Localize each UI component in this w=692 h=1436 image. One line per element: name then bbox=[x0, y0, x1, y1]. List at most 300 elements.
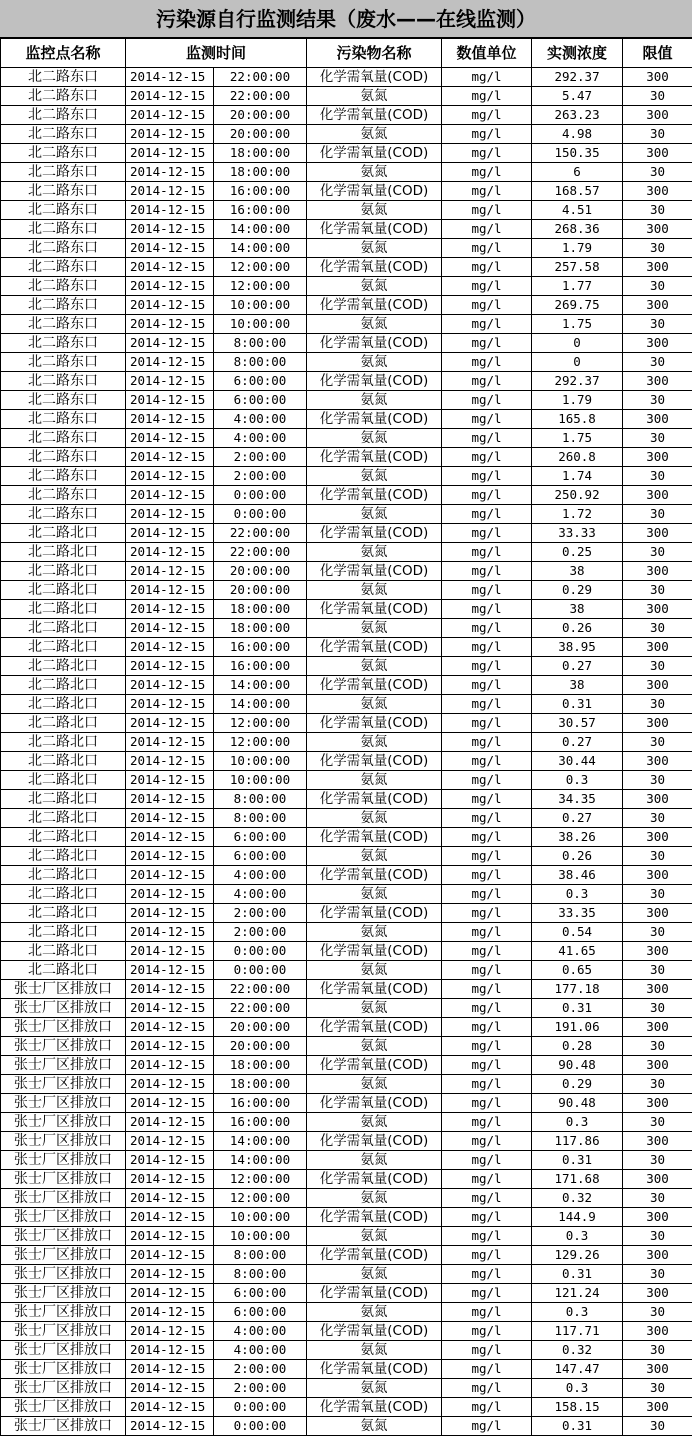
limit-cell: 300 bbox=[623, 1094, 692, 1113]
date-cell: 2014-12-15 bbox=[126, 714, 214, 733]
monitoring-point-cell: 北二路北口 bbox=[1, 714, 126, 733]
time-cell: 12:00:00 bbox=[214, 277, 307, 296]
date-cell: 2014-12-15 bbox=[126, 448, 214, 467]
pollutant-cell: 化学需氧量(COD) bbox=[307, 258, 442, 277]
table-row bbox=[1, 68, 692, 87]
date-cell: 2014-12-15 bbox=[126, 353, 214, 372]
unit-cell: mg/l bbox=[442, 562, 532, 581]
monitoring-point-cell: 北二路东口 bbox=[1, 429, 126, 448]
date-cell: 2014-12-15 bbox=[126, 163, 214, 182]
value-cell: 1.75 bbox=[532, 429, 623, 448]
table-row bbox=[1, 942, 692, 961]
monitoring-point-cell: 北二路北口 bbox=[1, 733, 126, 752]
header-value: 实测浓度 bbox=[532, 39, 623, 68]
pollutant-cell: 化学需氧量(COD) bbox=[307, 1208, 442, 1227]
date-cell: 2014-12-15 bbox=[126, 429, 214, 448]
value-cell: 0.27 bbox=[532, 657, 623, 676]
limit-cell: 30 bbox=[623, 1151, 692, 1170]
unit-cell: mg/l bbox=[442, 163, 532, 182]
limit-cell: 30 bbox=[623, 163, 692, 182]
monitoring-point-cell: 北二路北口 bbox=[1, 790, 126, 809]
limit-cell: 300 bbox=[623, 942, 692, 961]
pollutant-cell: 化学需氧量(COD) bbox=[307, 448, 442, 467]
monitoring-point-cell: 北二路东口 bbox=[1, 410, 126, 429]
limit-cell: 30 bbox=[623, 353, 692, 372]
limit-cell: 300 bbox=[623, 334, 692, 353]
monitoring-point-cell: 张士厂区排放口 bbox=[1, 1132, 126, 1151]
monitoring-point-cell: 北二路东口 bbox=[1, 353, 126, 372]
date-cell: 2014-12-15 bbox=[126, 1284, 214, 1303]
limit-cell: 30 bbox=[623, 1113, 692, 1132]
limit-cell: 300 bbox=[623, 1056, 692, 1075]
time-cell: 14:00:00 bbox=[214, 695, 307, 714]
table-row bbox=[1, 904, 692, 923]
limit-cell: 300 bbox=[623, 1246, 692, 1265]
monitoring-point-cell: 北二路北口 bbox=[1, 904, 126, 923]
unit-cell: mg/l bbox=[442, 524, 532, 543]
pollutant-cell: 氨氮 bbox=[307, 1037, 442, 1056]
unit-cell: mg/l bbox=[442, 391, 532, 410]
value-cell: 38 bbox=[532, 676, 623, 695]
value-cell: 38 bbox=[532, 562, 623, 581]
table-row bbox=[1, 391, 692, 410]
pollutant-cell: 化学需氧量(COD) bbox=[307, 600, 442, 619]
pollutant-cell: 化学需氧量(COD) bbox=[307, 182, 442, 201]
monitoring-point-cell: 张士厂区排放口 bbox=[1, 1151, 126, 1170]
time-cell: 12:00:00 bbox=[214, 714, 307, 733]
table-row bbox=[1, 1018, 692, 1037]
monitoring-point-cell: 北二路东口 bbox=[1, 125, 126, 144]
value-cell: 158.15 bbox=[532, 1398, 623, 1417]
limit-cell: 300 bbox=[623, 410, 692, 429]
limit-cell: 300 bbox=[623, 106, 692, 125]
date-cell: 2014-12-15 bbox=[126, 1170, 214, 1189]
time-cell: 18:00:00 bbox=[214, 600, 307, 619]
table-row bbox=[1, 676, 692, 695]
monitoring-point-cell: 北二路东口 bbox=[1, 182, 126, 201]
table-row bbox=[1, 1208, 692, 1227]
value-cell: 121.24 bbox=[532, 1284, 623, 1303]
limit-cell: 30 bbox=[623, 733, 692, 752]
monitoring-point-cell: 北二路北口 bbox=[1, 676, 126, 695]
monitoring-point-cell: 北二路东口 bbox=[1, 106, 126, 125]
date-cell: 2014-12-15 bbox=[126, 828, 214, 847]
value-cell: 0.26 bbox=[532, 847, 623, 866]
pollutant-cell: 氨氮 bbox=[307, 999, 442, 1018]
pollutant-cell: 化学需氧量(COD) bbox=[307, 1170, 442, 1189]
unit-cell: mg/l bbox=[442, 1056, 532, 1075]
table-row bbox=[1, 239, 692, 258]
time-cell: 14:00:00 bbox=[214, 1132, 307, 1151]
table-row bbox=[1, 1398, 692, 1417]
limit-cell: 30 bbox=[623, 429, 692, 448]
value-cell: 0.31 bbox=[532, 1265, 623, 1284]
time-cell: 10:00:00 bbox=[214, 752, 307, 771]
date-cell: 2014-12-15 bbox=[126, 1303, 214, 1322]
monitoring-point-cell: 北二路北口 bbox=[1, 942, 126, 961]
pollutant-cell: 化学需氧量(COD) bbox=[307, 1284, 442, 1303]
pollutant-cell: 氨氮 bbox=[307, 961, 442, 980]
limit-cell: 30 bbox=[623, 201, 692, 220]
value-cell: 5.47 bbox=[532, 87, 623, 106]
limit-cell: 300 bbox=[623, 904, 692, 923]
time-cell: 16:00:00 bbox=[214, 657, 307, 676]
monitoring-point-cell: 张士厂区排放口 bbox=[1, 1303, 126, 1322]
value-cell: 0.27 bbox=[532, 809, 623, 828]
table-row bbox=[1, 220, 692, 239]
time-cell: 20:00:00 bbox=[214, 581, 307, 600]
date-cell: 2014-12-15 bbox=[126, 391, 214, 410]
table-row bbox=[1, 1056, 692, 1075]
monitoring-point-cell: 北二路北口 bbox=[1, 923, 126, 942]
time-cell: 2:00:00 bbox=[214, 467, 307, 486]
unit-cell: mg/l bbox=[442, 1322, 532, 1341]
value-cell: 38 bbox=[532, 600, 623, 619]
unit-cell: mg/l bbox=[442, 372, 532, 391]
value-cell: 0.25 bbox=[532, 543, 623, 562]
value-cell: 147.47 bbox=[532, 1360, 623, 1379]
limit-cell: 30 bbox=[623, 619, 692, 638]
time-cell: 6:00:00 bbox=[214, 372, 307, 391]
table-row bbox=[1, 315, 692, 334]
unit-cell: mg/l bbox=[442, 1170, 532, 1189]
unit-cell: mg/l bbox=[442, 1398, 532, 1417]
unit-cell: mg/l bbox=[442, 258, 532, 277]
unit-cell: mg/l bbox=[442, 429, 532, 448]
date-cell: 2014-12-15 bbox=[126, 1113, 214, 1132]
date-cell: 2014-12-15 bbox=[126, 524, 214, 543]
pollutant-cell: 化学需氧量(COD) bbox=[307, 68, 442, 87]
unit-cell: mg/l bbox=[442, 486, 532, 505]
date-cell: 2014-12-15 bbox=[126, 1132, 214, 1151]
date-cell: 2014-12-15 bbox=[126, 638, 214, 657]
unit-cell: mg/l bbox=[442, 771, 532, 790]
date-cell: 2014-12-15 bbox=[126, 866, 214, 885]
monitoring-point-cell: 张士厂区排放口 bbox=[1, 1075, 126, 1094]
date-cell: 2014-12-15 bbox=[126, 1189, 214, 1208]
unit-cell: mg/l bbox=[442, 1303, 532, 1322]
header-limit: 限值 bbox=[623, 39, 692, 68]
unit-cell: mg/l bbox=[442, 1379, 532, 1398]
table-row bbox=[1, 1265, 692, 1284]
time-cell: 12:00:00 bbox=[214, 258, 307, 277]
monitoring-table bbox=[0, 38, 692, 1436]
table-row bbox=[1, 258, 692, 277]
date-cell: 2014-12-15 bbox=[126, 334, 214, 353]
unit-cell: mg/l bbox=[442, 828, 532, 847]
limit-cell: 300 bbox=[623, 182, 692, 201]
value-cell: 1.72 bbox=[532, 505, 623, 524]
limit-cell: 30 bbox=[623, 657, 692, 676]
monitoring-point-cell: 北二路东口 bbox=[1, 296, 126, 315]
pollutant-cell: 化学需氧量(COD) bbox=[307, 752, 442, 771]
limit-cell: 300 bbox=[623, 1322, 692, 1341]
limit-cell: 30 bbox=[623, 1037, 692, 1056]
monitoring-point-cell: 北二路东口 bbox=[1, 391, 126, 410]
table-row bbox=[1, 562, 692, 581]
date-cell: 2014-12-15 bbox=[126, 1265, 214, 1284]
table-row bbox=[1, 1037, 692, 1056]
table-row bbox=[1, 1075, 692, 1094]
unit-cell: mg/l bbox=[442, 885, 532, 904]
monitoring-point-cell: 北二路东口 bbox=[1, 239, 126, 258]
table-row bbox=[1, 657, 692, 676]
table-row bbox=[1, 1189, 692, 1208]
limit-cell: 30 bbox=[623, 885, 692, 904]
unit-cell: mg/l bbox=[442, 277, 532, 296]
unit-cell: mg/l bbox=[442, 600, 532, 619]
limit-cell: 30 bbox=[623, 695, 692, 714]
unit-cell: mg/l bbox=[442, 676, 532, 695]
limit-cell: 300 bbox=[623, 258, 692, 277]
date-cell: 2014-12-15 bbox=[126, 771, 214, 790]
monitoring-point-cell: 张士厂区排放口 bbox=[1, 1284, 126, 1303]
table-row bbox=[1, 581, 692, 600]
value-cell: 6 bbox=[532, 163, 623, 182]
time-cell: 0:00:00 bbox=[214, 1398, 307, 1417]
monitoring-point-cell: 北二路北口 bbox=[1, 619, 126, 638]
value-cell: 0.54 bbox=[532, 923, 623, 942]
time-cell: 0:00:00 bbox=[214, 942, 307, 961]
date-cell: 2014-12-15 bbox=[126, 1208, 214, 1227]
time-cell: 8:00:00 bbox=[214, 1246, 307, 1265]
limit-cell: 30 bbox=[623, 809, 692, 828]
time-cell: 8:00:00 bbox=[214, 1265, 307, 1284]
date-cell: 2014-12-15 bbox=[126, 790, 214, 809]
monitoring-point-cell: 张士厂区排放口 bbox=[1, 1170, 126, 1189]
unit-cell: mg/l bbox=[442, 1341, 532, 1360]
pollutant-cell: 化学需氧量(COD) bbox=[307, 1360, 442, 1379]
pollutant-cell: 氨氮 bbox=[307, 543, 442, 562]
table-row bbox=[1, 1379, 692, 1398]
table-row bbox=[1, 543, 692, 562]
time-cell: 18:00:00 bbox=[214, 144, 307, 163]
value-cell: 0.3 bbox=[532, 1227, 623, 1246]
monitoring-point-cell: 北二路东口 bbox=[1, 467, 126, 486]
pollutant-cell: 氨氮 bbox=[307, 1227, 442, 1246]
pollutant-cell: 氨氮 bbox=[307, 353, 442, 372]
unit-cell: mg/l bbox=[442, 505, 532, 524]
time-cell: 18:00:00 bbox=[214, 163, 307, 182]
value-cell: 292.37 bbox=[532, 372, 623, 391]
pollutant-cell: 氨氮 bbox=[307, 1303, 442, 1322]
date-cell: 2014-12-15 bbox=[126, 1322, 214, 1341]
monitoring-point-cell: 北二路北口 bbox=[1, 866, 126, 885]
pollutant-cell: 氨氮 bbox=[307, 581, 442, 600]
date-cell: 2014-12-15 bbox=[126, 942, 214, 961]
table-row bbox=[1, 1132, 692, 1151]
date-cell: 2014-12-15 bbox=[126, 1360, 214, 1379]
unit-cell: mg/l bbox=[442, 182, 532, 201]
value-cell: 90.48 bbox=[532, 1094, 623, 1113]
monitoring-point-cell: 北二路东口 bbox=[1, 277, 126, 296]
table-row bbox=[1, 1151, 692, 1170]
time-cell: 12:00:00 bbox=[214, 1189, 307, 1208]
pollutant-cell: 化学需氧量(COD) bbox=[307, 1094, 442, 1113]
date-cell: 2014-12-15 bbox=[126, 1018, 214, 1037]
time-cell: 14:00:00 bbox=[214, 1151, 307, 1170]
date-cell: 2014-12-15 bbox=[126, 904, 214, 923]
table-row bbox=[1, 467, 692, 486]
table-row bbox=[1, 1170, 692, 1189]
monitoring-point-cell: 北二路东口 bbox=[1, 258, 126, 277]
time-cell: 2:00:00 bbox=[214, 1360, 307, 1379]
pollutant-cell: 化学需氧量(COD) bbox=[307, 486, 442, 505]
unit-cell: mg/l bbox=[442, 619, 532, 638]
limit-cell: 300 bbox=[623, 1284, 692, 1303]
value-cell: 0.31 bbox=[532, 1151, 623, 1170]
pollutant-cell: 化学需氧量(COD) bbox=[307, 106, 442, 125]
limit-cell: 30 bbox=[623, 1379, 692, 1398]
unit-cell: mg/l bbox=[442, 923, 532, 942]
value-cell: 250.92 bbox=[532, 486, 623, 505]
pollutant-cell: 化学需氧量(COD) bbox=[307, 144, 442, 163]
limit-cell: 300 bbox=[623, 752, 692, 771]
unit-cell: mg/l bbox=[442, 1132, 532, 1151]
monitoring-point-cell: 北二路北口 bbox=[1, 695, 126, 714]
unit-cell: mg/l bbox=[442, 448, 532, 467]
pollutant-cell: 氨氮 bbox=[307, 87, 442, 106]
time-cell: 2:00:00 bbox=[214, 904, 307, 923]
unit-cell: mg/l bbox=[442, 1265, 532, 1284]
monitoring-point-cell: 张士厂区排放口 bbox=[1, 1113, 126, 1132]
pollutant-cell: 氨氮 bbox=[307, 125, 442, 144]
pollutant-cell: 化学需氧量(COD) bbox=[307, 410, 442, 429]
header-row bbox=[1, 39, 692, 68]
unit-cell: mg/l bbox=[442, 790, 532, 809]
value-cell: 117.86 bbox=[532, 1132, 623, 1151]
monitoring-point-cell: 北二路东口 bbox=[1, 201, 126, 220]
monitoring-point-cell: 北二路东口 bbox=[1, 315, 126, 334]
pollutant-cell: 氨氮 bbox=[307, 239, 442, 258]
table-row bbox=[1, 790, 692, 809]
monitoring-point-cell: 北二路东口 bbox=[1, 505, 126, 524]
unit-cell: mg/l bbox=[442, 999, 532, 1018]
date-cell: 2014-12-15 bbox=[126, 809, 214, 828]
monitoring-point-cell: 北二路北口 bbox=[1, 600, 126, 619]
time-cell: 2:00:00 bbox=[214, 923, 307, 942]
value-cell: 144.9 bbox=[532, 1208, 623, 1227]
table-row bbox=[1, 429, 692, 448]
table-row bbox=[1, 163, 692, 182]
pollutant-cell: 化学需氧量(COD) bbox=[307, 220, 442, 239]
limit-cell: 30 bbox=[623, 1265, 692, 1284]
date-cell: 2014-12-15 bbox=[126, 961, 214, 980]
monitoring-point-cell: 北二路北口 bbox=[1, 543, 126, 562]
pollutant-cell: 氨氮 bbox=[307, 695, 442, 714]
date-cell: 2014-12-15 bbox=[126, 296, 214, 315]
unit-cell: mg/l bbox=[442, 543, 532, 562]
monitoring-point-cell: 张士厂区排放口 bbox=[1, 1322, 126, 1341]
table-row bbox=[1, 353, 692, 372]
date-cell: 2014-12-15 bbox=[126, 1417, 214, 1436]
time-cell: 16:00:00 bbox=[214, 638, 307, 657]
table-row bbox=[1, 961, 692, 980]
monitoring-point-cell: 北二路东口 bbox=[1, 448, 126, 467]
table-row bbox=[1, 410, 692, 429]
time-cell: 4:00:00 bbox=[214, 866, 307, 885]
pollutant-cell: 化学需氧量(COD) bbox=[307, 942, 442, 961]
monitoring-point-cell: 北二路东口 bbox=[1, 144, 126, 163]
table-row bbox=[1, 980, 692, 999]
pollutant-cell: 化学需氧量(COD) bbox=[307, 980, 442, 999]
value-cell: 1.79 bbox=[532, 239, 623, 258]
limit-cell: 30 bbox=[623, 1417, 692, 1436]
table-row bbox=[1, 828, 692, 847]
limit-cell: 300 bbox=[623, 220, 692, 239]
monitoring-point-cell: 张士厂区排放口 bbox=[1, 1227, 126, 1246]
value-cell: 0.31 bbox=[532, 999, 623, 1018]
date-cell: 2014-12-15 bbox=[126, 467, 214, 486]
time-cell: 2:00:00 bbox=[214, 1379, 307, 1398]
pollutant-cell: 化学需氧量(COD) bbox=[307, 1132, 442, 1151]
unit-cell: mg/l bbox=[442, 87, 532, 106]
table-row bbox=[1, 144, 692, 163]
limit-cell: 30 bbox=[623, 1075, 692, 1094]
pollutant-cell: 化学需氧量(COD) bbox=[307, 638, 442, 657]
time-cell: 6:00:00 bbox=[214, 1284, 307, 1303]
unit-cell: mg/l bbox=[442, 125, 532, 144]
pollutant-cell: 氨氮 bbox=[307, 1341, 442, 1360]
unit-cell: mg/l bbox=[442, 1151, 532, 1170]
unit-cell: mg/l bbox=[442, 1075, 532, 1094]
date-cell: 2014-12-15 bbox=[126, 258, 214, 277]
limit-cell: 300 bbox=[623, 144, 692, 163]
pollutant-cell: 氨氮 bbox=[307, 923, 442, 942]
value-cell: 38.26 bbox=[532, 828, 623, 847]
limit-cell: 300 bbox=[623, 296, 692, 315]
time-cell: 22:00:00 bbox=[214, 980, 307, 999]
limit-cell: 300 bbox=[623, 980, 692, 999]
monitoring-point-cell: 北二路东口 bbox=[1, 372, 126, 391]
unit-cell: mg/l bbox=[442, 809, 532, 828]
unit-cell: mg/l bbox=[442, 334, 532, 353]
date-cell: 2014-12-15 bbox=[126, 885, 214, 904]
value-cell: 4.98 bbox=[532, 125, 623, 144]
value-cell: 1.77 bbox=[532, 277, 623, 296]
value-cell: 168.57 bbox=[532, 182, 623, 201]
time-cell: 6:00:00 bbox=[214, 391, 307, 410]
date-cell: 2014-12-15 bbox=[126, 372, 214, 391]
unit-cell: mg/l bbox=[442, 296, 532, 315]
limit-cell: 300 bbox=[623, 68, 692, 87]
date-cell: 2014-12-15 bbox=[126, 923, 214, 942]
value-cell: 165.8 bbox=[532, 410, 623, 429]
unit-cell: mg/l bbox=[442, 353, 532, 372]
date-cell: 2014-12-15 bbox=[126, 1075, 214, 1094]
date-cell: 2014-12-15 bbox=[126, 847, 214, 866]
date-cell: 2014-12-15 bbox=[126, 106, 214, 125]
value-cell: 257.58 bbox=[532, 258, 623, 277]
unit-cell: mg/l bbox=[442, 980, 532, 999]
table-row bbox=[1, 277, 692, 296]
header-unit: 数值单位 bbox=[442, 39, 532, 68]
value-cell: 0 bbox=[532, 353, 623, 372]
time-cell: 20:00:00 bbox=[214, 1037, 307, 1056]
date-cell: 2014-12-15 bbox=[126, 486, 214, 505]
date-cell: 2014-12-15 bbox=[126, 1341, 214, 1360]
pollutant-cell: 化学需氧量(COD) bbox=[307, 714, 442, 733]
value-cell: 0.29 bbox=[532, 1075, 623, 1094]
date-cell: 2014-12-15 bbox=[126, 1227, 214, 1246]
pollutant-cell: 化学需氧量(COD) bbox=[307, 828, 442, 847]
value-cell: 41.65 bbox=[532, 942, 623, 961]
monitoring-point-cell: 北二路北口 bbox=[1, 562, 126, 581]
date-cell: 2014-12-15 bbox=[126, 505, 214, 524]
pollutant-cell: 氨氮 bbox=[307, 657, 442, 676]
limit-cell: 300 bbox=[623, 866, 692, 885]
value-cell: 263.23 bbox=[532, 106, 623, 125]
